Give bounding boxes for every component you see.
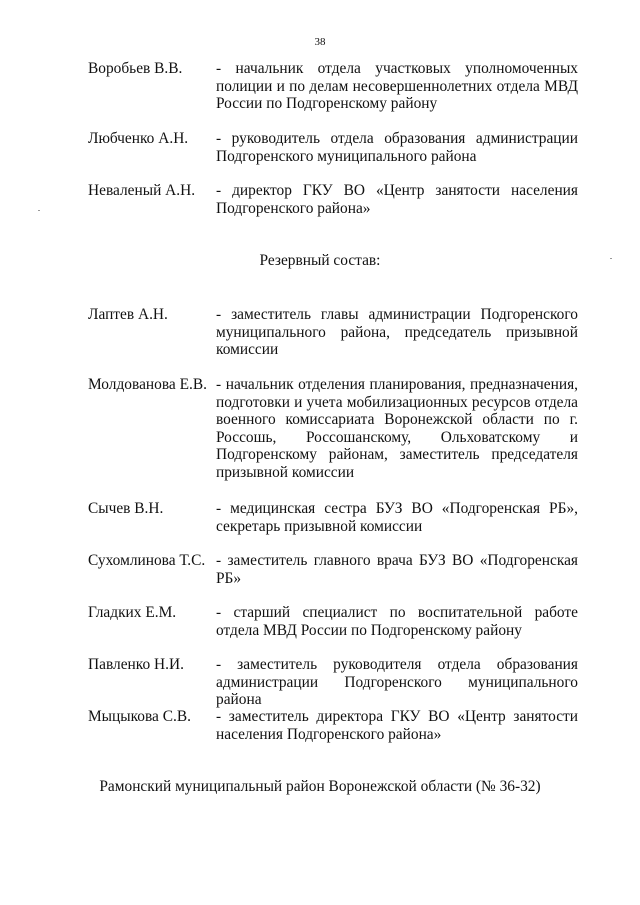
member-entry [88, 60, 578, 113]
member-role: - заместитель директора ГКУ ВО «Центр занятости населения Подгоренского района» [216, 708, 578, 743]
reserve-member-entry [88, 306, 578, 359]
member-name: Неваленый А.Н. [88, 182, 196, 199]
member-entry [88, 182, 578, 217]
scan-speck [38, 210, 40, 211]
reserve-member-entry [88, 376, 578, 482]
member-role: - старший специалист по воспитательной работе отдела МВД России по Подгоренскому району [216, 604, 578, 639]
member-name: Воробьев В.В. [88, 60, 183, 77]
district-heading: Рамонский муниципальный район Воронежской области (№ 36-32) [99, 778, 541, 795]
member-role: - заместитель руководителя отдела образования администрации Подгоренского муниципального района [216, 656, 578, 709]
member-role: - начальник отделения планирования, предназначения, подготовки и учета мобилизационных ресурсов отдела военного комиссариата Воронежской области по г. Россошь, Россошанскому, Ольховатскому и Подгоренскому районам, заместитель председателя призывной комиссии [216, 376, 578, 481]
member-role: - заместитель главы администрации Подгоренского муниципального района, председатель призывной комиссии [216, 306, 578, 359]
member-name: Мыцыкова С.В. [88, 708, 191, 725]
reserve-member-entry [88, 500, 578, 535]
member-role: - директор ГКУ ВО «Центр занятости населения Подгоренского района» [216, 182, 578, 217]
member-role: - заместитель главного врача БУЗ ВО «Подгоренская РБ» [216, 552, 578, 587]
member-name: Молдованова Е.В. [88, 376, 207, 393]
member-name: Любченко А.Н. [88, 130, 189, 147]
reserve-member-entry [88, 552, 578, 587]
reserve-member-entry [88, 656, 578, 709]
member-role: - начальник отдела участковых уполномоченных полиции и по делам несовершеннолетних отдела МВД России по Подгоренскому району [216, 60, 578, 113]
member-role: - медицинская сестра БУЗ ВО «Подгоренская РБ», секретарь призывной комиссии [216, 500, 578, 535]
member-name: Лаптев А.Н. [88, 306, 168, 323]
reserve-member-entry [88, 604, 578, 639]
scan-speck [610, 258, 612, 259]
member-name: Павленко Н.И. [88, 656, 184, 673]
member-name: Гладких Е.М. [88, 604, 177, 621]
reserve-member-entry [88, 708, 578, 743]
member-entry [88, 130, 578, 165]
member-role: - руководитель отдела образования администрации Подгоренского муниципального района [216, 130, 578, 165]
member-name: Сычев В.Н. [88, 500, 164, 517]
page-number: 38 [314, 36, 326, 48]
reserve-heading: Резервный состав: [259, 252, 381, 269]
member-name: Сухомлинова Т.С. [88, 552, 206, 569]
